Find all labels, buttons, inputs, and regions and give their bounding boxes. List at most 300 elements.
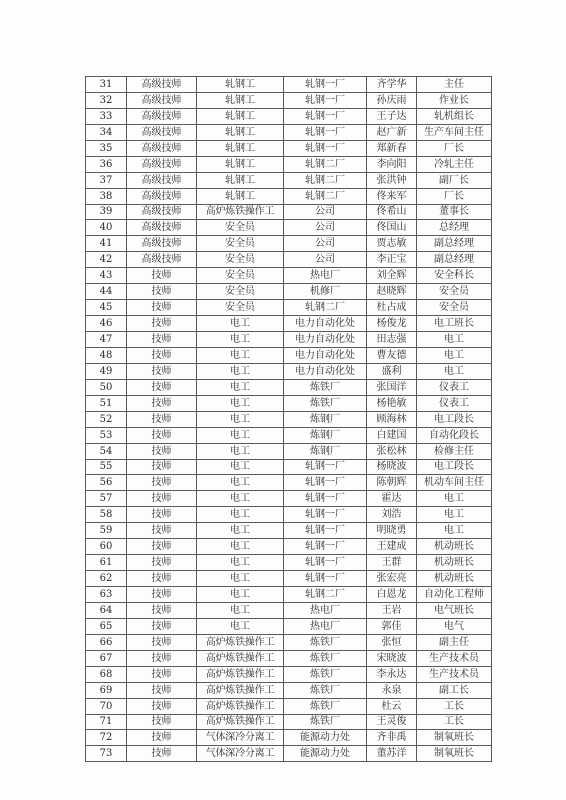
name-cell: 张洪钟 xyxy=(367,172,417,188)
table-row xyxy=(86,571,492,587)
department-cell: 公司 xyxy=(284,252,367,268)
position-cell: 电工段长 xyxy=(417,411,492,427)
table-row xyxy=(86,236,492,252)
row-number-cell: 73 xyxy=(86,746,127,762)
department-cell: 能源动力处 xyxy=(284,730,367,746)
position-cell: 工长 xyxy=(417,714,492,730)
personnel-table xyxy=(85,76,492,762)
department-cell: 公司 xyxy=(284,204,367,220)
position-cell: 生产技术员 xyxy=(417,666,492,682)
name-cell: 赵晓辉 xyxy=(367,284,417,300)
row-number-cell: 59 xyxy=(86,523,127,539)
name-cell: 张松林 xyxy=(367,443,417,459)
table-row xyxy=(86,363,492,379)
row-number-cell: 65 xyxy=(86,618,127,634)
name-cell: 盛利 xyxy=(367,363,417,379)
department-cell: 轧钢一厂 xyxy=(284,555,367,571)
job-type-cell: 轧钢工 xyxy=(197,172,284,188)
row-number-cell: 39 xyxy=(86,204,127,220)
department-cell: 热电厂 xyxy=(284,268,367,284)
row-number-cell: 69 xyxy=(86,682,127,698)
table-row xyxy=(86,555,492,571)
table-row xyxy=(86,395,492,411)
position-cell: 厂长 xyxy=(417,188,492,204)
table-row xyxy=(86,746,492,762)
title-level-cell: 技师 xyxy=(127,427,197,443)
department-cell: 轧钢二厂 xyxy=(284,300,367,316)
position-cell: 自动化段长 xyxy=(417,427,492,443)
job-type-cell: 电工 xyxy=(197,491,284,507)
name-cell: 王建成 xyxy=(367,539,417,555)
row-number-cell: 51 xyxy=(86,395,127,411)
name-cell: 田志强 xyxy=(367,332,417,348)
title-level-cell: 技师 xyxy=(127,459,197,475)
table-row xyxy=(86,300,492,316)
name-cell: 王岩 xyxy=(367,602,417,618)
table-row xyxy=(86,332,492,348)
row-number-cell: 70 xyxy=(86,698,127,714)
job-type-cell: 电工 xyxy=(197,316,284,332)
job-type-cell: 电工 xyxy=(197,539,284,555)
table-row xyxy=(86,443,492,459)
name-cell: 白建国 xyxy=(367,427,417,443)
title-level-cell: 技师 xyxy=(127,539,197,555)
row-number-cell: 67 xyxy=(86,650,127,666)
position-cell: 作业长 xyxy=(417,92,492,108)
position-cell: 主任 xyxy=(417,77,492,93)
position-cell: 机动班长 xyxy=(417,555,492,571)
title-level-cell: 技师 xyxy=(127,507,197,523)
title-level-cell: 技师 xyxy=(127,555,197,571)
position-cell: 工长 xyxy=(417,698,492,714)
title-level-cell: 技师 xyxy=(127,698,197,714)
table-row xyxy=(86,682,492,698)
row-number-cell: 46 xyxy=(86,316,127,332)
position-cell: 电工 xyxy=(417,347,492,363)
job-type-cell: 电工 xyxy=(197,427,284,443)
department-cell: 轧钢二厂 xyxy=(284,156,367,172)
title-level-cell: 技师 xyxy=(127,730,197,746)
table-row xyxy=(86,730,492,746)
table-row xyxy=(86,507,492,523)
name-cell: 杜云 xyxy=(367,698,417,714)
position-cell: 副主任 xyxy=(417,634,492,650)
title-level-cell: 高级技师 xyxy=(127,92,197,108)
department-cell: 轧钢二厂 xyxy=(284,188,367,204)
job-type-cell: 电工 xyxy=(197,571,284,587)
job-type-cell: 轧钢工 xyxy=(197,156,284,172)
name-cell: 明晓勇 xyxy=(367,523,417,539)
position-cell: 电工 xyxy=(417,507,492,523)
job-type-cell: 电工 xyxy=(197,363,284,379)
title-level-cell: 技师 xyxy=(127,587,197,603)
position-cell: 安全科长 xyxy=(417,268,492,284)
name-cell: 张国洋 xyxy=(367,379,417,395)
department-cell: 轧钢二厂 xyxy=(284,172,367,188)
position-cell: 仪表工 xyxy=(417,395,492,411)
job-type-cell: 轧钢工 xyxy=(197,92,284,108)
row-number-cell: 53 xyxy=(86,427,127,443)
name-cell: 杨艳敏 xyxy=(367,395,417,411)
job-type-cell: 电工 xyxy=(197,587,284,603)
title-level-cell: 技师 xyxy=(127,634,197,650)
job-type-cell: 高炉炼铁操作工 xyxy=(197,682,284,698)
row-number-cell: 58 xyxy=(86,507,127,523)
department-cell: 公司 xyxy=(284,236,367,252)
department-cell: 轧钢一厂 xyxy=(284,140,367,156)
title-level-cell: 技师 xyxy=(127,332,197,348)
department-cell: 轧钢一厂 xyxy=(284,459,367,475)
position-cell: 总经理 xyxy=(417,220,492,236)
position-cell: 冷轧主任 xyxy=(417,156,492,172)
position-cell: 副厂长 xyxy=(417,172,492,188)
table-row xyxy=(86,347,492,363)
table-row xyxy=(86,650,492,666)
name-cell: 佟来军 xyxy=(367,188,417,204)
title-level-cell: 技师 xyxy=(127,666,197,682)
job-type-cell: 电工 xyxy=(197,347,284,363)
title-level-cell: 技师 xyxy=(127,284,197,300)
title-level-cell: 技师 xyxy=(127,523,197,539)
personnel-table-body xyxy=(86,77,492,762)
department-cell: 炼钢厂 xyxy=(284,427,367,443)
position-cell: 董事长 xyxy=(417,204,492,220)
row-number-cell: 42 xyxy=(86,252,127,268)
title-level-cell: 高级技师 xyxy=(127,108,197,124)
table-row xyxy=(86,587,492,603)
title-level-cell: 高级技师 xyxy=(127,140,197,156)
name-cell: 佟希山 xyxy=(367,204,417,220)
position-cell: 安全员 xyxy=(417,284,492,300)
title-level-cell: 高级技师 xyxy=(127,252,197,268)
name-cell: 李向阳 xyxy=(367,156,417,172)
title-level-cell: 技师 xyxy=(127,316,197,332)
table-row xyxy=(86,427,492,443)
name-cell: 李永达 xyxy=(367,666,417,682)
name-cell: 齐非禹 xyxy=(367,730,417,746)
table-row xyxy=(86,523,492,539)
row-number-cell: 34 xyxy=(86,124,127,140)
row-number-cell: 44 xyxy=(86,284,127,300)
row-number-cell: 33 xyxy=(86,108,127,124)
table-row xyxy=(86,204,492,220)
job-type-cell: 安全员 xyxy=(197,284,284,300)
department-cell: 炼钢厂 xyxy=(284,411,367,427)
position-cell: 生产技术员 xyxy=(417,650,492,666)
job-type-cell: 电工 xyxy=(197,475,284,491)
title-level-cell: 技师 xyxy=(127,347,197,363)
name-cell: 杨俊龙 xyxy=(367,316,417,332)
department-cell: 电力自动化处 xyxy=(284,316,367,332)
row-number-cell: 32 xyxy=(86,92,127,108)
row-number-cell: 63 xyxy=(86,587,127,603)
position-cell: 制氧班长 xyxy=(417,746,492,762)
title-level-cell: 技师 xyxy=(127,746,197,762)
department-cell: 炼铁厂 xyxy=(284,714,367,730)
department-cell: 轧钢一厂 xyxy=(284,539,367,555)
department-cell: 轧钢一厂 xyxy=(284,77,367,93)
department-cell: 轧钢一厂 xyxy=(284,523,367,539)
title-level-cell: 技师 xyxy=(127,618,197,634)
position-cell: 电气班长 xyxy=(417,602,492,618)
position-cell: 电工班长 xyxy=(417,316,492,332)
job-type-cell: 轧钢工 xyxy=(197,108,284,124)
row-number-cell: 72 xyxy=(86,730,127,746)
row-number-cell: 37 xyxy=(86,172,127,188)
department-cell: 机修厂 xyxy=(284,284,367,300)
title-level-cell: 技师 xyxy=(127,650,197,666)
department-cell: 轧钢一厂 xyxy=(284,475,367,491)
position-cell: 仪表工 xyxy=(417,379,492,395)
name-cell: 郑新春 xyxy=(367,140,417,156)
row-number-cell: 49 xyxy=(86,363,127,379)
department-cell: 热电厂 xyxy=(284,618,367,634)
position-cell: 检修主任 xyxy=(417,443,492,459)
department-cell: 炼铁厂 xyxy=(284,682,367,698)
position-cell: 厂长 xyxy=(417,140,492,156)
title-level-cell: 技师 xyxy=(127,682,197,698)
name-cell: 齐学华 xyxy=(367,77,417,93)
job-type-cell: 安全员 xyxy=(197,268,284,284)
job-type-cell: 安全员 xyxy=(197,252,284,268)
name-cell: 董苏洋 xyxy=(367,746,417,762)
position-cell: 机动班长 xyxy=(417,539,492,555)
table-row xyxy=(86,459,492,475)
department-cell: 热电厂 xyxy=(284,602,367,618)
title-level-cell: 高级技师 xyxy=(127,156,197,172)
title-level-cell: 高级技师 xyxy=(127,77,197,93)
name-cell: 贾志敏 xyxy=(367,236,417,252)
position-cell: 电工 xyxy=(417,332,492,348)
job-type-cell: 电工 xyxy=(197,618,284,634)
name-cell: 顾海林 xyxy=(367,411,417,427)
title-level-cell: 高级技师 xyxy=(127,236,197,252)
row-number-cell: 43 xyxy=(86,268,127,284)
department-cell: 电力自动化处 xyxy=(284,347,367,363)
row-number-cell: 56 xyxy=(86,475,127,491)
position-cell: 副总经理 xyxy=(417,252,492,268)
name-cell: 陈朝辉 xyxy=(367,475,417,491)
table-row xyxy=(86,698,492,714)
table-row xyxy=(86,666,492,682)
job-type-cell: 电工 xyxy=(197,602,284,618)
row-number-cell: 60 xyxy=(86,539,127,555)
table-row xyxy=(86,172,492,188)
table-row xyxy=(86,252,492,268)
table-row xyxy=(86,108,492,124)
department-cell: 轧钢一厂 xyxy=(284,108,367,124)
name-cell: 永泉 xyxy=(367,682,417,698)
department-cell: 炼铁厂 xyxy=(284,666,367,682)
row-number-cell: 54 xyxy=(86,443,127,459)
table-row xyxy=(86,475,492,491)
department-cell: 炼铁厂 xyxy=(284,379,367,395)
job-type-cell: 电工 xyxy=(197,555,284,571)
position-cell: 轧机组长 xyxy=(417,108,492,124)
name-cell: 郭佳 xyxy=(367,618,417,634)
position-cell: 机动班长 xyxy=(417,571,492,587)
title-level-cell: 技师 xyxy=(127,475,197,491)
title-level-cell: 高级技师 xyxy=(127,124,197,140)
row-number-cell: 48 xyxy=(86,347,127,363)
job-type-cell: 气体深冷分离工 xyxy=(197,730,284,746)
title-level-cell: 技师 xyxy=(127,411,197,427)
table-row xyxy=(86,316,492,332)
job-type-cell: 电工 xyxy=(197,443,284,459)
row-number-cell: 36 xyxy=(86,156,127,172)
job-type-cell: 电工 xyxy=(197,523,284,539)
department-cell: 炼铁厂 xyxy=(284,698,367,714)
name-cell: 张恒 xyxy=(367,634,417,650)
table-row xyxy=(86,539,492,555)
title-level-cell: 技师 xyxy=(127,714,197,730)
position-cell: 电工 xyxy=(417,491,492,507)
row-number-cell: 45 xyxy=(86,300,127,316)
job-type-cell: 高炉炼铁操作工 xyxy=(197,204,284,220)
row-number-cell: 31 xyxy=(86,77,127,93)
name-cell: 赵广新 xyxy=(367,124,417,140)
table-row xyxy=(86,602,492,618)
name-cell: 曹友德 xyxy=(367,347,417,363)
name-cell: 杜占成 xyxy=(367,300,417,316)
position-cell: 电工段长 xyxy=(417,459,492,475)
job-type-cell: 电工 xyxy=(197,459,284,475)
row-number-cell: 50 xyxy=(86,379,127,395)
job-type-cell: 气体深冷分离工 xyxy=(197,746,284,762)
department-cell: 炼铁厂 xyxy=(284,395,367,411)
position-cell: 电气 xyxy=(417,618,492,634)
job-type-cell: 高炉炼铁操作工 xyxy=(197,650,284,666)
name-cell: 李正宝 xyxy=(367,252,417,268)
row-number-cell: 61 xyxy=(86,555,127,571)
job-type-cell: 轧钢工 xyxy=(197,140,284,156)
department-cell: 轧钢一厂 xyxy=(284,571,367,587)
table-row xyxy=(86,491,492,507)
department-cell: 电力自动化处 xyxy=(284,363,367,379)
title-level-cell: 技师 xyxy=(127,300,197,316)
title-level-cell: 技师 xyxy=(127,379,197,395)
name-cell: 刘浩 xyxy=(367,507,417,523)
table-row xyxy=(86,188,492,204)
position-cell: 电工 xyxy=(417,363,492,379)
position-cell: 机动车间主任 xyxy=(417,475,492,491)
table-row xyxy=(86,156,492,172)
table-row xyxy=(86,284,492,300)
row-number-cell: 41 xyxy=(86,236,127,252)
name-cell: 刘全辉 xyxy=(367,268,417,284)
name-cell: 佟国山 xyxy=(367,220,417,236)
department-cell: 轧钢二厂 xyxy=(284,587,367,603)
job-type-cell: 安全员 xyxy=(197,236,284,252)
table-row xyxy=(86,92,492,108)
title-level-cell: 高级技师 xyxy=(127,204,197,220)
position-cell: 安全员 xyxy=(417,300,492,316)
job-type-cell: 高炉炼铁操作工 xyxy=(197,666,284,682)
job-type-cell: 电工 xyxy=(197,395,284,411)
row-number-cell: 55 xyxy=(86,459,127,475)
job-type-cell: 轧钢工 xyxy=(197,77,284,93)
row-number-cell: 47 xyxy=(86,332,127,348)
title-level-cell: 高级技师 xyxy=(127,172,197,188)
job-type-cell: 电工 xyxy=(197,507,284,523)
department-cell: 电力自动化处 xyxy=(284,332,367,348)
position-cell: 副总经理 xyxy=(417,236,492,252)
row-number-cell: 64 xyxy=(86,602,127,618)
table-row xyxy=(86,220,492,236)
position-cell: 电工 xyxy=(417,523,492,539)
department-cell: 炼钢厂 xyxy=(284,443,367,459)
name-cell: 宋晓波 xyxy=(367,650,417,666)
department-cell: 轧钢一厂 xyxy=(284,124,367,140)
job-type-cell: 安全员 xyxy=(197,220,284,236)
row-number-cell: 66 xyxy=(86,634,127,650)
position-cell: 自动化工程师 xyxy=(417,587,492,603)
title-level-cell: 高级技师 xyxy=(127,220,197,236)
row-number-cell: 68 xyxy=(86,666,127,682)
job-type-cell: 轧钢工 xyxy=(197,188,284,204)
department-cell: 轧钢一厂 xyxy=(284,507,367,523)
department-cell: 能源动力处 xyxy=(284,746,367,762)
name-cell: 王子达 xyxy=(367,108,417,124)
job-type-cell: 高炉炼铁操作工 xyxy=(197,714,284,730)
row-number-cell: 71 xyxy=(86,714,127,730)
job-type-cell: 电工 xyxy=(197,379,284,395)
job-type-cell: 轧钢工 xyxy=(197,124,284,140)
row-number-cell: 40 xyxy=(86,220,127,236)
name-cell: 王群 xyxy=(367,555,417,571)
table-row xyxy=(86,77,492,93)
name-cell: 孙庆雨 xyxy=(367,92,417,108)
row-number-cell: 57 xyxy=(86,491,127,507)
department-cell: 公司 xyxy=(284,220,367,236)
position-cell: 制氧班长 xyxy=(417,730,492,746)
position-cell: 生产车间主任 xyxy=(417,124,492,140)
title-level-cell: 技师 xyxy=(127,363,197,379)
position-cell: 副工长 xyxy=(417,682,492,698)
job-type-cell: 高炉炼铁操作工 xyxy=(197,634,284,650)
title-level-cell: 技师 xyxy=(127,602,197,618)
title-level-cell: 技师 xyxy=(127,491,197,507)
name-cell: 王灵俊 xyxy=(367,714,417,730)
title-level-cell: 技师 xyxy=(127,571,197,587)
row-number-cell: 52 xyxy=(86,411,127,427)
table-row xyxy=(86,140,492,156)
department-cell: 炼铁厂 xyxy=(284,634,367,650)
job-type-cell: 安全员 xyxy=(197,300,284,316)
title-level-cell: 技师 xyxy=(127,395,197,411)
title-level-cell: 技师 xyxy=(127,443,197,459)
department-cell: 炼铁厂 xyxy=(284,650,367,666)
table-row xyxy=(86,618,492,634)
name-cell: 霍达 xyxy=(367,491,417,507)
name-cell: 杨晓波 xyxy=(367,459,417,475)
table-row xyxy=(86,268,492,284)
title-level-cell: 技师 xyxy=(127,268,197,284)
name-cell: 白恩龙 xyxy=(367,587,417,603)
title-level-cell: 高级技师 xyxy=(127,188,197,204)
job-type-cell: 高炉炼铁操作工 xyxy=(197,698,284,714)
table-row xyxy=(86,411,492,427)
job-type-cell: 电工 xyxy=(197,332,284,348)
department-cell: 轧钢一厂 xyxy=(284,92,367,108)
table-row xyxy=(86,634,492,650)
table-row xyxy=(86,714,492,730)
name-cell: 张宏亮 xyxy=(367,571,417,587)
row-number-cell: 38 xyxy=(86,188,127,204)
row-number-cell: 35 xyxy=(86,140,127,156)
table-row xyxy=(86,124,492,140)
job-type-cell: 电工 xyxy=(197,411,284,427)
